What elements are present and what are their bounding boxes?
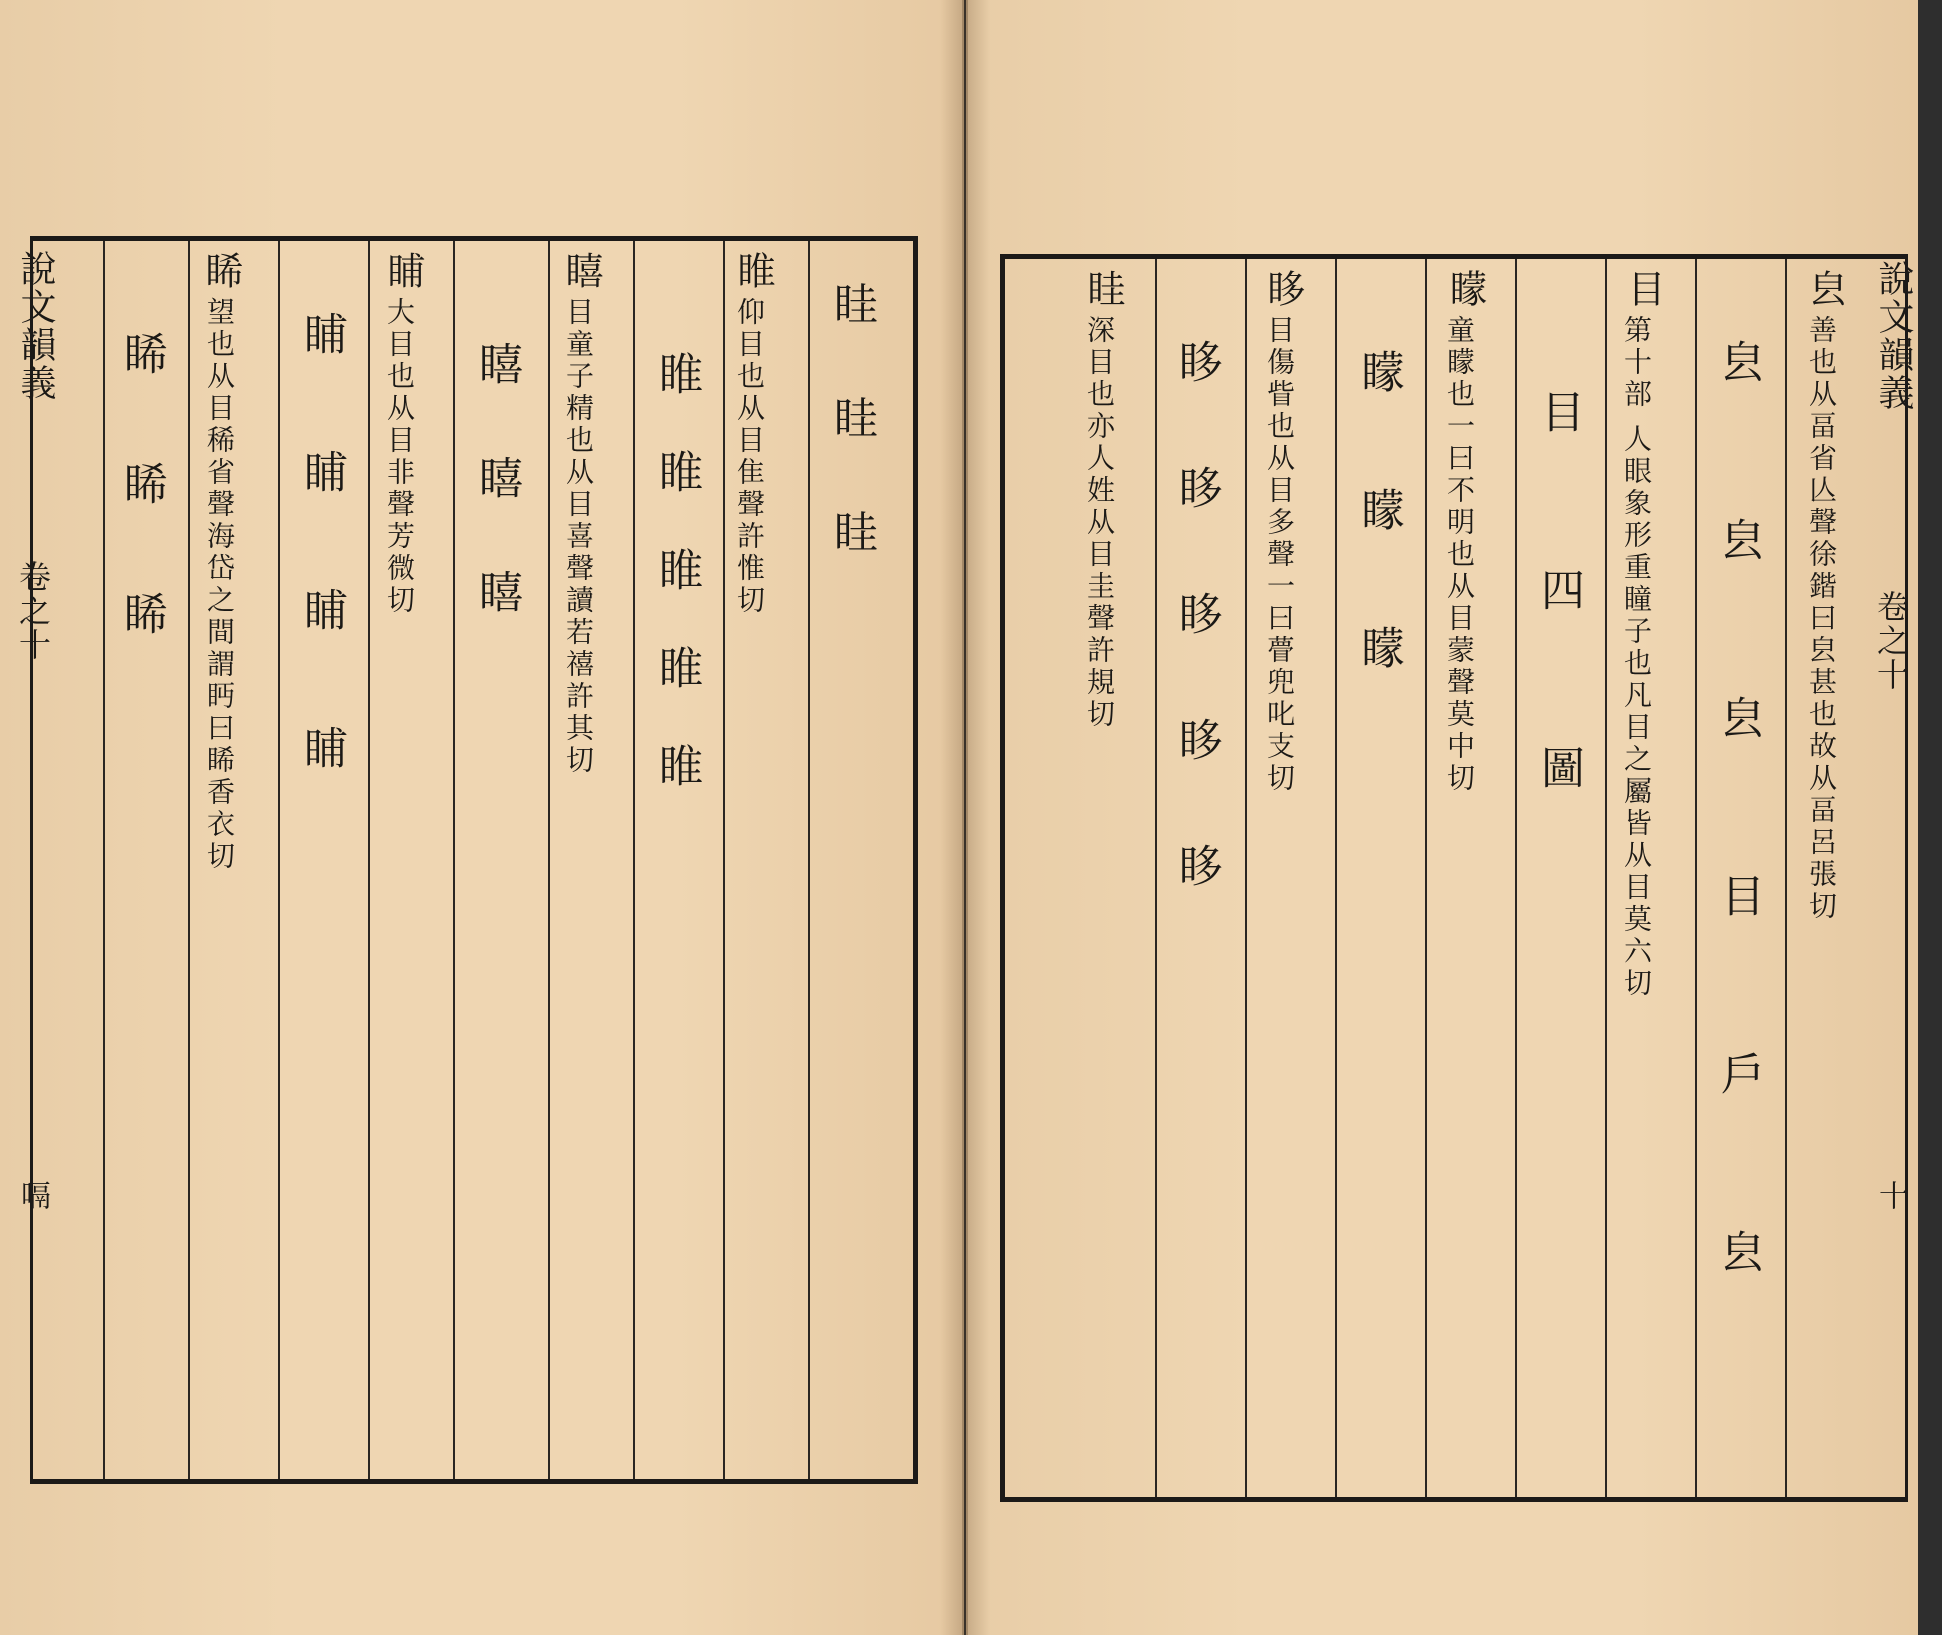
column-divider bbox=[1155, 259, 1157, 1497]
entry-column bbox=[1623, 269, 1663, 307]
entry-column bbox=[201, 251, 241, 289]
entry-annotation: 第十部 人眼象形重瞳子也凡目之屬皆从目莫六切 bbox=[1620, 315, 1653, 1000]
entry-head-character: 㿝 bbox=[1803, 269, 1847, 307]
left-page bbox=[0, 0, 964, 1635]
right-margin-volume: 卷之十 bbox=[1872, 590, 1910, 692]
right-page-mark: 十 bbox=[1873, 1180, 1908, 1210]
column-divider bbox=[1515, 259, 1517, 1497]
entry-annotation: 仰目也从目隹聲許惟切 bbox=[733, 297, 766, 617]
seal-column: 矇 矇 矇 bbox=[1353, 349, 1404, 709]
right-margin-title: 說文韻義 bbox=[1873, 260, 1914, 412]
entry-column bbox=[1083, 269, 1123, 307]
left-margin-title: 說文韻義 bbox=[15, 250, 56, 402]
column-divider bbox=[188, 241, 190, 1479]
column-divider bbox=[368, 241, 370, 1479]
seal-column: 㿝 㿝 㿝 目 戶 㿝 bbox=[1713, 339, 1764, 1333]
column-divider bbox=[548, 241, 550, 1479]
column-divider bbox=[1335, 259, 1337, 1497]
column-divider bbox=[808, 241, 810, 1479]
entry-annotation: 望也从目稀省聲海岱之間謂眄曰睎香衣切 bbox=[203, 297, 236, 873]
entry-annotation: 目童子精也从目喜聲讀若禧許其切 bbox=[562, 297, 595, 777]
column-divider bbox=[453, 241, 455, 1479]
entry-column bbox=[1805, 269, 1845, 307]
entry-head-character: 睢 bbox=[731, 251, 775, 289]
entry-head-character: 䀯 bbox=[381, 251, 425, 289]
seal-column: 睎 睎 睎 bbox=[116, 331, 167, 671]
entry-head-character: 目 bbox=[1621, 269, 1665, 307]
column-divider bbox=[1605, 259, 1607, 1497]
entry-head-character: 眵 bbox=[1261, 269, 1305, 307]
entry-head-character: 睎 bbox=[199, 251, 243, 289]
entry-column bbox=[1445, 269, 1485, 307]
entry-column bbox=[383, 251, 423, 289]
column-divider bbox=[1785, 259, 1787, 1497]
left-margin-volume: 卷之十 bbox=[14, 560, 52, 662]
seal-column: 䀯 䀯 䀯 䀯 bbox=[296, 311, 347, 809]
seal-column: 瞦 瞦 瞦 bbox=[471, 341, 522, 641]
entry-column bbox=[1263, 269, 1303, 307]
entry-annotation: 童矇也一曰不明也从目蒙聲莫中切 bbox=[1443, 315, 1476, 795]
seal-column: 眭 眭 眭 bbox=[826, 281, 877, 581]
entry-head-character: 瞦 bbox=[559, 251, 603, 289]
seal-column: 目 四 圖 bbox=[1533, 389, 1584, 849]
right-page bbox=[966, 0, 1918, 1635]
column-divider bbox=[278, 241, 280, 1479]
column-divider bbox=[1695, 259, 1697, 1497]
entry-annotation: 目傷眥也从目多聲一曰瞢兜叱支切 bbox=[1263, 315, 1296, 795]
column-divider bbox=[1425, 259, 1427, 1497]
entry-head-character: 矇 bbox=[1443, 269, 1487, 307]
entry-column bbox=[733, 251, 773, 289]
left-page-mark: 嗝 bbox=[15, 1180, 50, 1210]
entry-annotation: 深目也亦人姓从目圭聲許規切 bbox=[1083, 315, 1116, 731]
column-divider bbox=[103, 241, 105, 1479]
seal-column: 眵 眵 眵 眵 眵 bbox=[1171, 339, 1222, 921]
entry-annotation: 大目也从目非聲芳微切 bbox=[383, 297, 416, 617]
entry-head-character: 眭 bbox=[1081, 269, 1125, 307]
entry-column bbox=[561, 251, 601, 289]
right-text-frame bbox=[1000, 254, 1908, 1502]
column-divider bbox=[1245, 259, 1247, 1497]
column-divider bbox=[723, 241, 725, 1479]
seal-column: 睢 睢 睢 睢 睢 bbox=[651, 351, 702, 807]
left-text-frame bbox=[30, 236, 918, 1484]
entry-annotation: 善也从畐省亾聲徐鍇曰㿝甚也故从畐呂張切 bbox=[1805, 315, 1838, 923]
column-divider bbox=[633, 241, 635, 1479]
